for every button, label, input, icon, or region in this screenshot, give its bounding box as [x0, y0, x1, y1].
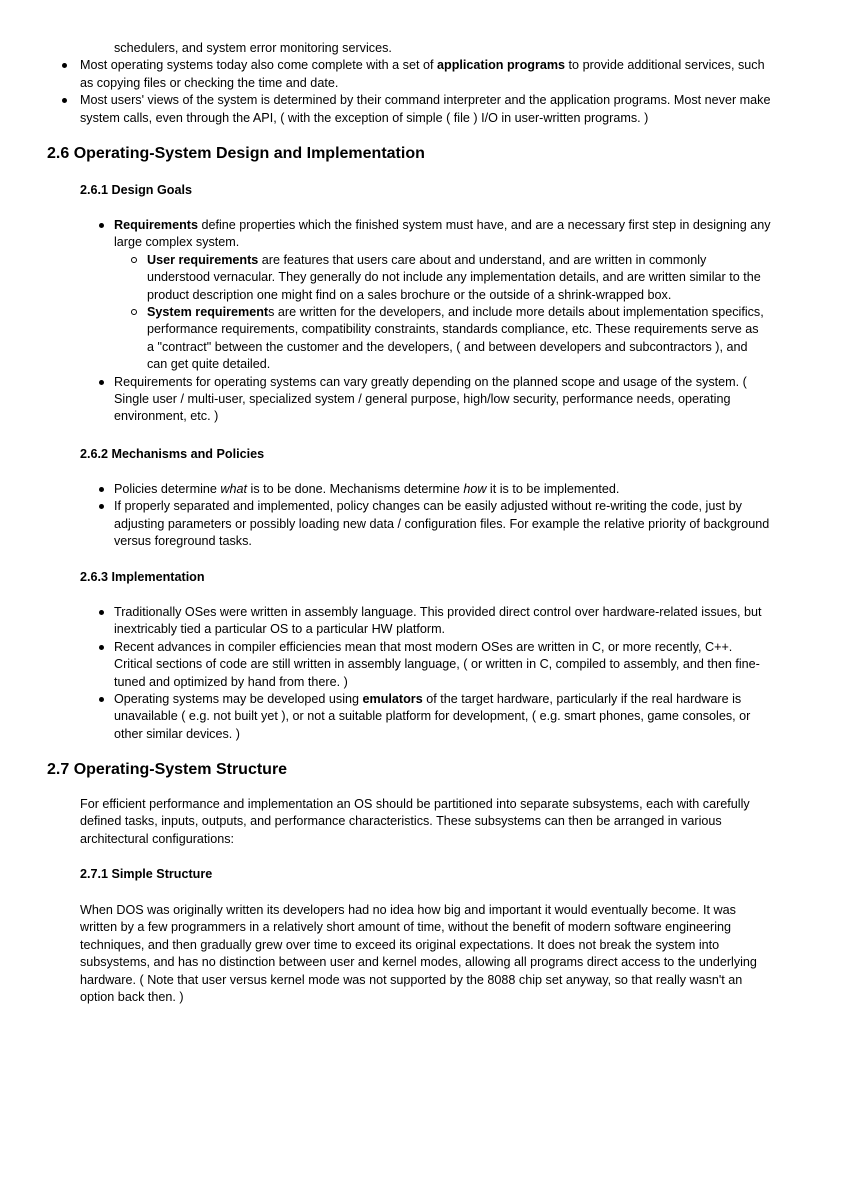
list-item — [114, 639, 774, 691]
list-item-text: is to be done. Mechanisms determine — [247, 482, 464, 496]
list-item-italic: what — [220, 482, 248, 496]
list-item-text: Traditionally OSes were written in assembly language. This provided direct control over hardware-related issues, but inextricably tied a particular OS to a particular HW platform. — [114, 605, 762, 637]
list-item-bold: application programs — [437, 58, 566, 73]
bullet-icon — [62, 63, 67, 68]
subsection-heading-2-6-1: 2.6.1 Design Goals — [80, 183, 192, 197]
list-item-text: Operating systems may be developed using — [114, 692, 363, 707]
list-item-text: it is to be implemented. — [486, 482, 620, 496]
list-item — [114, 498, 774, 550]
list-item — [114, 217, 774, 252]
implementation-list — [114, 604, 774, 743]
bullet-icon — [99, 504, 104, 509]
list-item-bold: Requirements — [114, 218, 198, 232]
bullet-icon — [99, 610, 104, 615]
continued-line: schedulers, and system error monitoring services. — [114, 41, 392, 55]
simple-structure-paragraph: When DOS was originally written its developers had no idea how big and important it would eventually become. It was written by a few programmers in a relatively short amount of time, without the benefit of modern software engineering techniques, and then gradually grew over time to exceed its original expectations. It does not break the system into subsystems, and has no distinction between user and kernel modes, allowing all programs direct access to the underlying hardware. ( Note that user versus kernel mode was not supported by the 8088 chip set anyway, so that really wasn't an option back then. ) — [80, 903, 757, 1005]
subsection-heading-2-6-2: 2.6.2 Mechanisms and Policies — [80, 447, 265, 461]
circle-bullet-icon — [131, 257, 137, 263]
list-item-bold: emulators — [362, 692, 423, 707]
bullet-icon — [62, 98, 67, 103]
list-item-text: Most operating systems today also come complete with a set of — [80, 58, 437, 73]
list-item-text: s are written for the developers, and include more details about implementation specifics, performance requirements, compatibility constraints, standards compliance, etc. These requirements serve as a "contract" between the customer and the developers, ( and between developers and subcontractors ), and can get quite detailed. — [147, 305, 764, 372]
list-item-text: of the target hardware, particularly if the real hardware is unavailable ( e.g. not built yet ), or not a suitable platform for development, ( e.g. smart phones, game consoles, or other similar devices. ) — [114, 692, 751, 741]
mechanisms-list — [114, 481, 774, 551]
list-item-text: to provide additional services, such as copying files or checking the time and date. — [80, 58, 765, 90]
subsection-heading-2-6-3: 2.6.3 Implementation — [80, 570, 205, 584]
section-heading-2-7: 2.7 Operating-System Structure — [47, 761, 288, 778]
list-item-bold: User requirements — [147, 252, 259, 267]
list-item-bold: System requirement — [147, 305, 269, 320]
list-item — [80, 57, 780, 92]
sub-list-item — [147, 252, 767, 304]
top-bullets — [80, 40, 780, 127]
list-item-italic: how — [463, 482, 487, 496]
list-item — [114, 604, 774, 639]
subsection-heading-2-7-1: 2.7.1 Simple Structure — [80, 867, 213, 881]
bullet-icon — [99, 380, 104, 385]
list-item — [114, 374, 774, 426]
design-goals-list — [114, 217, 774, 426]
bullet-icon — [99, 645, 104, 650]
list-item-text: Recent advances in compiler efficiencies mean that most modern OSes are written in C, or more recently, C++. Critical sections of code are still written in assembly language, ( or written in C, compiled to assembly, and then fine-tuned and optimized by hand from there. ) — [114, 639, 760, 689]
sub-list-item — [147, 304, 767, 374]
circle-bullet-icon — [131, 309, 137, 315]
list-item — [114, 691, 774, 743]
bullet-icon — [99, 487, 104, 492]
section-heading-2-6: 2.6 Operating-System Design and Implementation — [47, 145, 425, 162]
list-item — [114, 481, 774, 498]
list-item-text: define properties which the finished system must have, and are a necessary first step in designing any large complex system. — [114, 218, 771, 250]
bullet-icon — [99, 697, 104, 702]
list-item-text: Most users' views of the system is determined by their command interpreter and the application programs. Most never make system calls, even through the API, ( with the exception of simple ( file ) I/O in user-written programs. ) — [80, 93, 771, 125]
list-item — [80, 92, 780, 127]
bullet-icon — [99, 223, 104, 228]
list-item-text: Requirements for operating systems can vary greatly depending on the planned scope and usage of the system. ( Single user / multi-user, specialized system / general purpose, high/low security, performance needs, operating environment, etc. ) — [114, 374, 747, 424]
list-item-text: Policies determine — [114, 482, 221, 496]
list-item-text: If properly separated and implemented, policy changes can be easily adjusted without re-writing the code, just by adjusting parameters or possibly loading new data / configuration files. For example the relative priority of background versus foreground tasks. — [114, 499, 770, 549]
section-intro: For efficient performance and implementation an OS should be partitioned into separate subsystems, each with carefully defined tasks, inputs, outputs, and performance characteristics. These subsystems can then be arranged in various architectural configurations: — [80, 797, 750, 846]
list-item-text: are features that users care about and understand, and are written in commonly understood vernacular. They generally do not include any implementation details, and are written similar to the product description one might find on a sales brochure or the outside of a shrink-wrapped box. — [147, 252, 761, 302]
